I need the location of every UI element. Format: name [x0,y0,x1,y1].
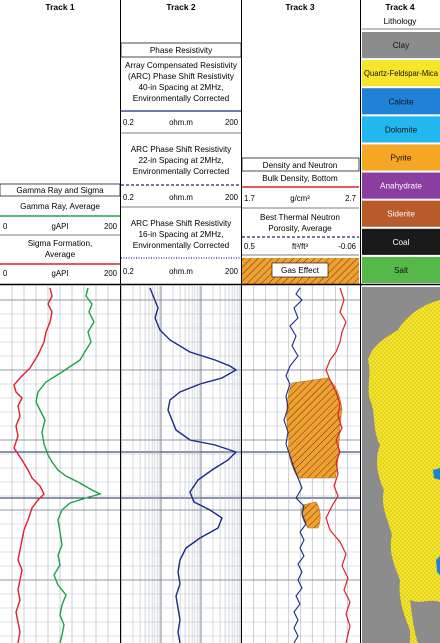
arc16-label-line1: ARC Phase Shift Resistivity [130,219,232,228]
arc40-label-line1: Array Compensated Resistivity [125,61,237,70]
density-scale-unit: g/cm³ [290,194,310,203]
arc16-label-line3: Environmentally Corrected [132,241,230,250]
gamma-ray-scale-max: 200 [103,222,117,231]
gamma-ray-curve [36,288,100,643]
arc40-label-line3: 40-in Spacing at 2MHz, [138,83,224,92]
arc40-scale-unit: ohm.m [169,118,193,127]
gas-effect-fill-upper [287,378,342,478]
track4-header [362,17,440,283]
arc22-scale-min: 0.2 [123,193,134,202]
track1-header [0,184,120,278]
arc22-label-line3: Environmentally Corrected [132,167,230,176]
lithology-legend-label: Pyrite [390,153,412,163]
track2-header [121,43,241,276]
sigma-curve-label-line1: Sigma Formation, [27,239,93,248]
sigma-curve [14,288,52,643]
arc16-scale-min: 0.2 [123,267,134,276]
arc22-scale-unit: ohm.m [169,193,193,202]
lithology-legend-label: Dolomite [384,125,418,135]
neutron-scale-min: 0.5 [244,242,255,251]
arc22-label-line2: 22-in Spacing at 2MHz, [138,156,224,165]
neutron-scale-unit: ft³/ft³ [291,242,309,251]
lithology-legend-label: Siderite [387,209,415,219]
lithology-legend-label: Coal [392,237,410,247]
track3-header-label: Density and Neutron [262,161,338,170]
lithology-legend-label: Salt [393,265,409,275]
track2-header-label: Phase Resistivity [149,46,213,55]
arc40-scale-max: 200 [224,118,238,127]
sigma-scale-unit: gAPI [51,269,69,278]
arc40-label-line2: (ARC) Phase Shift Resistivity [127,72,235,81]
sigma-scale-max: 200 [103,269,117,278]
lithology-legend [362,32,440,283]
arc40-resistivity-curve [150,288,236,643]
lithology-legend-label: Calcite [388,97,414,107]
lithology-subtitle: Lithology [383,17,417,26]
arc16-scale-max: 200 [224,267,238,276]
track2-title: Track 2 [166,2,196,12]
arc40-scale-min: 0.2 [123,118,134,127]
lithology-legend-label: Anahydrate [380,181,422,191]
track1-header-label: Gamma Ray and Sigma [16,186,104,195]
gamma-ray-scale-unit: gAPI [51,222,69,231]
arc22-label-line1: ARC Phase Shift Resistivity [130,145,232,154]
track3-header [242,158,359,284]
track3-title: Track 3 [285,2,315,12]
neutron-scale-max: -0.06 [338,242,356,251]
track4-title: Track 4 [385,2,415,12]
sigma-curve-label-line2: Average [44,250,76,259]
sigma-scale-min: 0 [3,269,8,278]
arc16-scale-unit: ohm.m [169,267,193,276]
neutron-label-line2: Porosity, Average [268,224,332,233]
arc16-label-line2: 16-in Spacing at 2MHz, [138,230,224,239]
neutron-label-line1: Best Thermal Neutron [260,213,340,222]
arc40-label-line4: Environmentally Corrected [132,94,230,103]
track1-title: Track 1 [45,2,75,12]
lithology-legend-label: Quartz-Feldspar-Mica [364,69,439,79]
gamma-ray-scale-min: 0 [3,222,8,231]
header-area [0,2,440,284]
density-scale-min: 1.7 [244,194,255,203]
gamma-ray-curve-label: Gamma Ray, Average [20,202,100,211]
lithology-legend-label: Clay [392,41,410,51]
gas-effect-label: Gas Effect [280,266,320,275]
density-curve-label: Bulk Density, Bottom [262,174,338,183]
track2-log-grid [121,286,241,643]
arc22-scale-max: 200 [224,193,238,202]
density-scale-max: 2.7 [345,194,356,203]
